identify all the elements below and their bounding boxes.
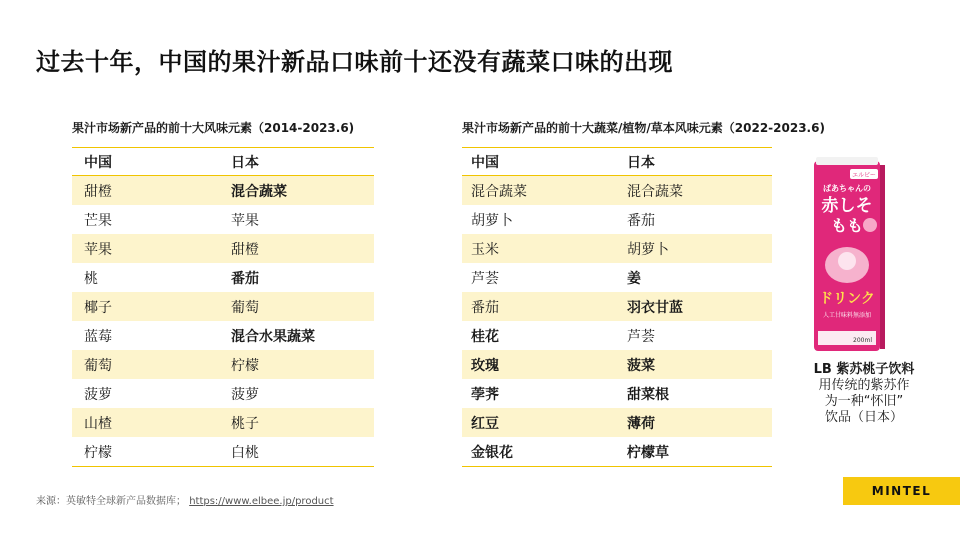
table-row — [72, 176, 374, 205]
carton-top — [816, 157, 878, 165]
left-table-caption: 果汁市场新产品的前十大风味元素（2014-2023.6) — [72, 121, 355, 135]
source-link[interactable]: https://www.elbee.jp/product — [189, 496, 334, 507]
product-image — [810, 155, 886, 355]
cell-china: 菠萝 — [84, 386, 112, 403]
left-table-body — [72, 176, 374, 467]
table-row — [72, 234, 374, 263]
cell-japan: 混合蔬菜 — [231, 183, 287, 200]
table-row — [72, 437, 374, 466]
table-row — [72, 205, 374, 234]
cell-china: 红豆 — [471, 415, 499, 432]
table-row — [462, 205, 772, 234]
product-name: LB 紫苏桃子饮料 — [813, 362, 915, 377]
cell-china: 金银花 — [471, 444, 513, 461]
cell-china: 山楂 — [84, 415, 112, 432]
cell-china: 混合蔬菜 — [471, 183, 527, 200]
table-row — [462, 176, 772, 205]
table-row — [72, 292, 374, 321]
table-row — [462, 379, 772, 408]
product-desc-line2: 为一种“怀旧” — [824, 394, 904, 409]
table-row — [72, 350, 374, 379]
table-row — [462, 350, 772, 379]
cell-china: 玫瑰 — [471, 357, 499, 374]
cell-japan: 混合蔬菜 — [627, 183, 683, 200]
mintel-logo: MINTEL — [843, 477, 960, 505]
cell-china: 玉米 — [471, 241, 499, 258]
table-row — [462, 437, 772, 466]
cell-china: 柠檬 — [84, 444, 112, 461]
cell-china: 芦荟 — [471, 270, 499, 287]
cell-japan: 薄荷 — [627, 415, 655, 432]
cell-japan: 番茄 — [627, 212, 655, 229]
cell-china: 桂花 — [471, 328, 499, 345]
source-label: 来源：英敏特全球新产品数据库； — [36, 496, 186, 507]
cell-japan: 白桃 — [231, 444, 259, 461]
left-table-header — [72, 147, 374, 176]
table-row — [462, 292, 772, 321]
table-row — [462, 408, 772, 437]
cell-japan: 芦荟 — [627, 328, 655, 345]
table-row — [72, 408, 374, 437]
header-china: 中国 — [84, 154, 112, 171]
cell-japan: 胡萝卜 — [627, 241, 669, 258]
pack-line3: もも — [830, 216, 864, 235]
cell-japan: 柠檬草 — [627, 444, 669, 461]
table-row — [72, 321, 374, 350]
pack-line1: ばあちゃんの — [823, 184, 871, 193]
cell-japan: 姜 — [627, 270, 641, 287]
carton-side — [880, 165, 885, 349]
cell-china: 番茄 — [471, 299, 499, 316]
peach-icon — [863, 218, 877, 232]
cell-china: 桃 — [84, 270, 98, 287]
cell-china: 葡萄 — [84, 357, 112, 374]
cell-japan: 番茄 — [231, 270, 259, 287]
cell-japan: 柠檬 — [231, 357, 259, 374]
cell-china: 苹果 — [84, 241, 112, 258]
product-desc-line1: 用传统的紫苏作 — [818, 378, 910, 393]
page-title: 过去十年，中国的果汁新品口味前十还没有蔬菜口味的出现 — [36, 48, 673, 76]
cell-china: 胡萝卜 — [471, 212, 513, 229]
pack-line5: 人工甘味料無添加 — [822, 312, 872, 319]
cell-japan: 羽衣甘蓝 — [627, 299, 683, 316]
header-china: 中国 — [471, 154, 499, 171]
cell-china: 芒果 — [84, 212, 112, 229]
pack-line4: ドリンク — [819, 291, 875, 307]
left-flavor-table — [72, 119, 374, 467]
header-japan: 日本 — [627, 154, 655, 171]
cell-china: 甜橙 — [84, 183, 112, 200]
right-table-body — [462, 176, 772, 467]
right-table-header — [462, 147, 772, 176]
cell-japan: 甜橙 — [231, 241, 259, 258]
source-note — [36, 492, 334, 507]
cell-japan: 葡萄 — [231, 299, 259, 316]
right-flavor-table — [462, 119, 825, 467]
cell-japan: 菠萝 — [231, 386, 259, 403]
pack-line2: 赤しそ — [821, 196, 873, 216]
cell-china: 蓝莓 — [84, 328, 112, 345]
face-icon — [838, 252, 856, 270]
cell-japan: 菠菜 — [627, 357, 655, 374]
table-row — [462, 321, 772, 350]
table-row — [72, 263, 374, 292]
cell-japan: 苹果 — [231, 212, 259, 229]
cell-japan: 混合水果蔬菜 — [231, 328, 315, 345]
cell-china: 荸荠 — [471, 386, 499, 403]
table-row — [462, 263, 772, 292]
table-row — [72, 379, 374, 408]
cell-japan: 桃子 — [231, 415, 259, 432]
cell-china: 椰子 — [84, 299, 112, 316]
cell-japan: 甜菜根 — [627, 386, 669, 403]
table-row — [462, 234, 772, 263]
pack-volume: 200ml — [853, 337, 872, 344]
brand-text: エルビー — [852, 172, 876, 179]
right-table-caption: 果汁市场新产品的前十大蔬菜/植物/草本风味元素（2022-2023.6) — [462, 121, 825, 135]
product-caption — [800, 362, 928, 426]
product-desc-line3: 饮品（日本） — [824, 410, 903, 425]
header-japan: 日本 — [231, 154, 259, 171]
